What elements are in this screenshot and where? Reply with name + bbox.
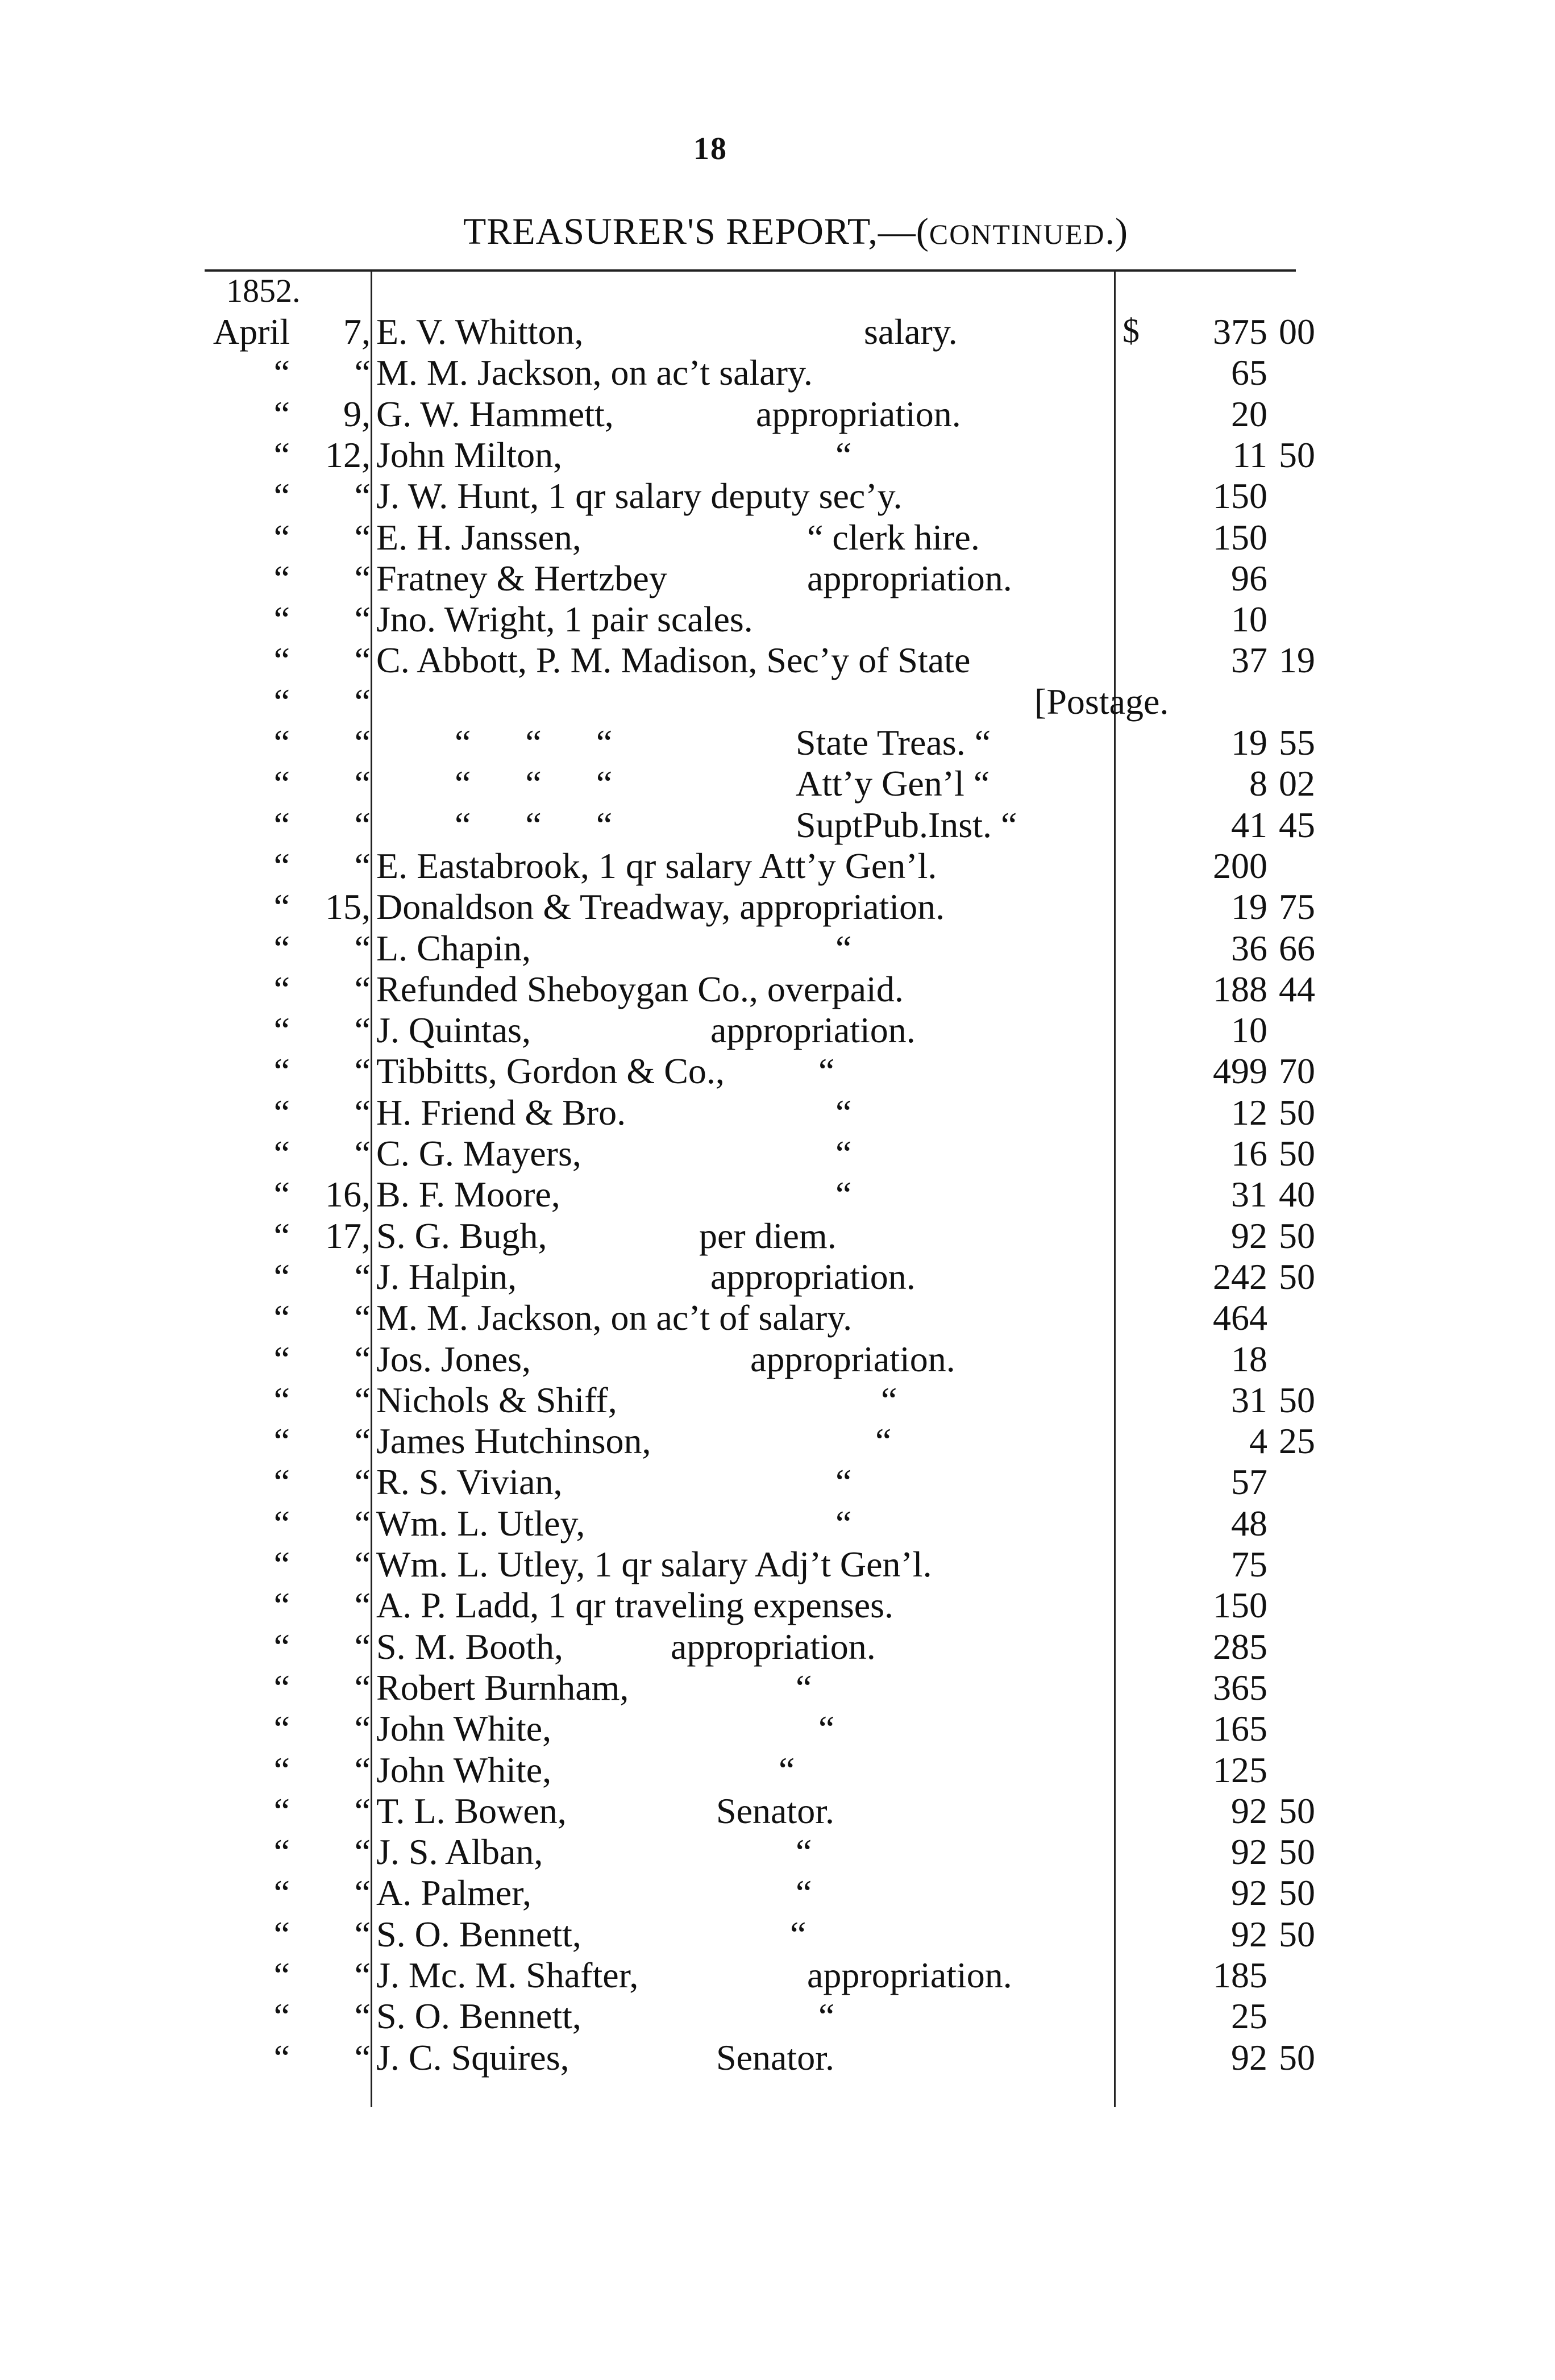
entry-payee: James Hutchinson, <box>376 1421 651 1462</box>
ledger-row <box>0 1667 1555 1708</box>
entry-dollars: 37 <box>1231 640 1267 681</box>
entry-day: “ <box>354 1379 371 1420</box>
entry-month: “ <box>273 1873 290 1913</box>
report-title-close: .) <box>1105 211 1128 252</box>
entry-dollars: 41 <box>1231 804 1267 845</box>
entry-purpose: salary. <box>864 311 958 352</box>
entry-payee: R. S. Vivian, <box>376 1462 563 1503</box>
entry-month: “ <box>273 887 290 927</box>
entry-month: “ <box>273 1996 290 2037</box>
entry-day: “ <box>354 1092 371 1133</box>
entry-payee: A. P. Ladd, 1 qr traveling expenses. <box>376 1585 894 1626</box>
entry-day: “ <box>354 517 371 557</box>
entry-cents: 66 <box>1279 927 1315 968</box>
entry-cents: 50 <box>1279 1133 1315 1174</box>
entry-month: “ <box>273 1297 290 1338</box>
ledger-row <box>0 887 1555 927</box>
entry-month: “ <box>273 1133 290 1174</box>
entry-payee: A. Palmer, <box>376 1873 531 1913</box>
entry-month: “ <box>273 845 290 886</box>
ledger-row <box>0 1339 1555 1380</box>
entry-dollars: 48 <box>1231 1503 1267 1543</box>
entry-cents: 70 <box>1279 1051 1315 1092</box>
entry-payee: G. W. Hammett, <box>376 393 614 434</box>
entry-day: “ <box>354 1462 371 1503</box>
entry-purpose: appropriation. <box>807 1955 1012 1995</box>
ledger-row <box>0 722 1555 763</box>
entry-day: 12, <box>325 434 371 475</box>
entry-dollars: 125 <box>1213 1749 1267 1790</box>
entry-day: 9, <box>343 393 371 434</box>
entry-payee: “ “ “ <box>455 763 613 804</box>
entry-purpose: “ <box>835 1462 852 1503</box>
ledger-row <box>0 1996 1555 2037</box>
ledger-row <box>0 846 1555 887</box>
ledger-row <box>0 1626 1555 1667</box>
entry-month: “ <box>273 927 290 968</box>
entry-day: “ <box>354 599 371 640</box>
entry-day: “ <box>354 763 371 804</box>
entry-month: “ <box>273 1010 290 1051</box>
entry-purpose: Senator. <box>716 1790 834 1831</box>
entry-payee: Nichols & Shiff, <box>376 1379 617 1420</box>
entry-cents: 50 <box>1279 1873 1315 1913</box>
entry-month: “ <box>273 1749 290 1790</box>
entry-payee: J. Mc. M. Shafter, <box>376 1955 639 1995</box>
entry-day: “ <box>354 1955 371 1995</box>
entry-cents: 00 <box>1279 311 1315 352</box>
entry-payee: Tibbitts, Gordon & Co., <box>376 1051 725 1092</box>
entry-month: “ <box>273 1092 290 1133</box>
entry-cents: 40 <box>1279 1174 1315 1215</box>
ledger-row <box>0 1174 1555 1215</box>
entry-payee: S. M. Booth, <box>376 1626 563 1667</box>
report-title-continued: CONTINUED <box>929 218 1105 250</box>
entry-payee: L. Chapin, <box>376 927 531 968</box>
entry-purpose: “ <box>835 1174 852 1215</box>
entry-cents: 50 <box>1279 1092 1315 1133</box>
ledger-row <box>0 517 1555 558</box>
entry-payee: Robert Burnham, <box>376 1667 629 1708</box>
entry-cents: 50 <box>1279 2037 1315 2078</box>
entry-payee: S. O. Bennett, <box>376 1913 581 1954</box>
entry-day: 16, <box>325 1174 371 1215</box>
entry-purpose: Senator. <box>716 2037 834 2078</box>
entry-payee: H. Friend & Bro. <box>376 1092 626 1133</box>
entry-purpose: “ <box>818 1051 835 1092</box>
entry-purpose: “ <box>835 1133 852 1174</box>
ledger-row <box>0 1051 1555 1092</box>
entry-month: “ <box>273 722 290 763</box>
entry-purpose: Att’y Gen’l “ <box>796 763 990 804</box>
entry-dollars: 92 <box>1231 1832 1267 1873</box>
entry-month: “ <box>273 1544 290 1584</box>
ledger-row <box>0 1010 1555 1051</box>
entry-payee: John Milton, <box>376 434 563 475</box>
entry-month: “ <box>273 1832 290 1873</box>
ledger-row <box>0 1832 1555 1873</box>
entry-day: “ <box>354 1667 371 1708</box>
entry-day: 7, <box>343 311 371 352</box>
entry-day: “ <box>354 1708 371 1749</box>
entry-day: “ <box>354 1338 371 1379</box>
entry-cents: 50 <box>1279 434 1315 475</box>
entry-payee: M. M. Jackson, on ac’t salary. <box>376 352 813 393</box>
entry-cents: 50 <box>1279 1215 1315 1256</box>
entry-cents: 55 <box>1279 722 1315 763</box>
entry-day: “ <box>354 476 371 517</box>
ledger-row <box>0 969 1555 1010</box>
entry-month: “ <box>273 517 290 557</box>
entry-purpose: appropriation. <box>710 1010 916 1051</box>
entry-month: “ <box>273 763 290 804</box>
entry-purpose: “ <box>835 1092 852 1133</box>
entry-purpose: “ <box>796 1873 812 1913</box>
entry-month: “ <box>273 1051 290 1092</box>
entry-day: “ <box>354 1421 371 1462</box>
entry-dollars: 375 <box>1213 311 1267 352</box>
entry-day: “ <box>354 557 371 598</box>
ledger-row <box>0 928 1555 969</box>
ledger-row <box>0 1503 1555 1544</box>
entry-month: “ <box>273 640 290 681</box>
entry-month: “ <box>273 1626 290 1667</box>
ledger-row <box>0 1873 1555 1913</box>
entry-dollars: 18 <box>1231 1338 1267 1379</box>
ledger-row <box>0 1216 1555 1256</box>
entry-day: “ <box>354 1051 371 1092</box>
entry-cents: 25 <box>1279 1421 1315 1462</box>
entry-day: “ <box>354 722 371 763</box>
ledger-row <box>0 1421 1555 1462</box>
entry-payee: C. G. Mayers, <box>376 1133 581 1174</box>
entry-dollars: 31 <box>1231 1379 1267 1420</box>
entry-dollars: 464 <box>1213 1297 1267 1338</box>
entry-dollars: 92 <box>1231 1790 1267 1831</box>
entry-day: “ <box>354 352 371 393</box>
entry-payee: J. Halpin, <box>376 1256 517 1297</box>
entry-day: “ <box>354 927 371 968</box>
entry-purpose: appropriation. <box>756 393 961 434</box>
entry-payee: S. O. Bennett, <box>376 1996 581 2037</box>
entry-dollars: 8 <box>1249 763 1267 804</box>
entry-month: “ <box>273 1462 290 1503</box>
entry-month: “ <box>273 599 290 640</box>
ledger-row <box>0 1955 1555 1996</box>
entry-payee: Jos. Jones, <box>376 1338 531 1379</box>
entry-dollars: 92 <box>1231 2037 1267 2078</box>
page-number: 18 <box>693 131 727 167</box>
entry-day: 17, <box>325 1215 371 1256</box>
entry-cents: 50 <box>1279 1256 1315 1297</box>
ledger-row <box>0 311 1555 352</box>
entry-day: “ <box>354 1749 371 1790</box>
entry-day: “ <box>354 2037 371 2078</box>
entry-payee: Jno. Wright, 1 pair scales. <box>376 599 753 640</box>
entry-dollars: 499 <box>1213 1051 1267 1092</box>
entry-purpose: appropriation. <box>807 557 1012 598</box>
entry-purpose: appropriation. <box>750 1338 955 1379</box>
ledger-row <box>0 763 1555 804</box>
entry-purpose: “ <box>835 927 852 968</box>
entry-day: “ <box>354 968 371 1009</box>
entry-cents: 50 <box>1279 1913 1315 1954</box>
entry-purpose: “ clerk hire. <box>807 517 980 557</box>
entry-payee: S. G. Bugh, <box>376 1215 547 1256</box>
entry-day: “ <box>354 1256 371 1297</box>
entry-month: “ <box>273 2037 290 2078</box>
entry-purpose: “ <box>835 1503 852 1543</box>
entry-payee: J. Quintas, <box>376 1010 531 1051</box>
ledger-row <box>0 599 1555 640</box>
ledger-row <box>0 1092 1555 1133</box>
entry-payee: J. C. Squires, <box>376 2037 569 2078</box>
ledger-row <box>0 2037 1555 2078</box>
ledger-row <box>0 476 1555 517</box>
entry-payee: “ “ “ <box>455 804 613 845</box>
entry-day: “ <box>354 1873 371 1913</box>
entry-month: “ <box>273 557 290 598</box>
ledger-row <box>0 352 1555 393</box>
entry-payee: M. M. Jackson, on ac’t of salary. <box>376 1297 853 1338</box>
ledger-row <box>0 558 1555 599</box>
ledger-row <box>0 1544 1555 1585</box>
entry-payee: Wm. L. Utley, <box>376 1503 585 1543</box>
entry-month: “ <box>273 968 290 1009</box>
entry-purpose: “ <box>790 1913 806 1954</box>
entry-day: “ <box>354 1913 371 1954</box>
entry-purpose: “ <box>796 1832 812 1873</box>
entry-dollars: 92 <box>1231 1913 1267 1954</box>
entry-purpose: [Postage. <box>1034 681 1169 722</box>
entry-payee: E. H. Janssen, <box>376 517 581 557</box>
entry-day: “ <box>354 1832 371 1873</box>
entry-payee: John White, <box>376 1749 552 1790</box>
entry-dollars: 92 <box>1231 1873 1267 1913</box>
ledger-row <box>0 805 1555 846</box>
entry-dollars: 96 <box>1231 557 1267 598</box>
entry-dollars: 165 <box>1213 1708 1267 1749</box>
entry-month: “ <box>273 393 290 434</box>
entry-day: “ <box>354 1503 371 1543</box>
entry-payee: E. V. Whitton, <box>376 311 584 352</box>
entry-month: “ <box>273 1708 290 1749</box>
entry-dollars: 65 <box>1231 352 1267 393</box>
entry-month: “ <box>273 1667 290 1708</box>
entry-dollars: 242 <box>1213 1256 1267 1297</box>
entry-day: “ <box>354 1133 371 1174</box>
entry-day: “ <box>354 1297 371 1338</box>
entry-cents: 75 <box>1279 887 1315 927</box>
entry-dollars: 20 <box>1231 393 1267 434</box>
ledger-row <box>0 1791 1555 1832</box>
entry-day: “ <box>354 1544 371 1584</box>
ledger-row <box>0 681 1555 722</box>
entry-payee: J. W. Hunt, 1 qr salary deputy sec’y. <box>376 476 903 517</box>
entry-purpose: “ <box>835 434 852 475</box>
entry-dollars: 31 <box>1231 1174 1267 1215</box>
entry-cents: 50 <box>1279 1790 1315 1831</box>
entry-dollars: 75 <box>1231 1544 1267 1584</box>
ledger-row <box>0 1133 1555 1174</box>
entry-cents: 50 <box>1279 1379 1315 1420</box>
entry-month: “ <box>273 1790 290 1831</box>
entry-purpose: State Treas. “ <box>796 722 991 763</box>
entry-month: “ <box>273 1955 290 1995</box>
entry-payee: J. S. Alban, <box>376 1832 543 1873</box>
entry-cents: 45 <box>1279 804 1315 845</box>
ledger-row <box>0 1708 1555 1749</box>
entry-month: “ <box>273 1585 290 1626</box>
entry-dollars: 19 <box>1231 887 1267 927</box>
entry-month: April <box>213 311 290 352</box>
entry-month: “ <box>273 1338 290 1379</box>
entry-month: “ <box>273 681 290 722</box>
entry-month: “ <box>273 1174 290 1215</box>
entry-day: “ <box>354 1996 371 2037</box>
dollar-sign: $ <box>1122 312 1140 349</box>
entry-dollars: 285 <box>1213 1626 1267 1667</box>
entry-month: “ <box>273 1503 290 1543</box>
ledger-row <box>0 1750 1555 1791</box>
entry-payee: C. Abbott, P. M. Madison, Sec’y of State <box>376 640 971 681</box>
entry-purpose: “ <box>779 1749 795 1790</box>
entry-dollars: 4 <box>1249 1421 1267 1462</box>
entry-dollars: 185 <box>1213 1955 1267 1995</box>
entry-payee: Fratney & Hertzbey <box>376 557 667 598</box>
entry-purpose: appropriation. <box>671 1626 876 1667</box>
entry-payee: John White, <box>376 1708 552 1749</box>
entry-payee: E. Eastabrook, 1 qr salary Att’y Gen’l. <box>376 845 937 886</box>
entry-month: “ <box>273 352 290 393</box>
ledger-row <box>0 1585 1555 1626</box>
entry-purpose: “ <box>818 1996 835 2037</box>
entry-dollars: 200 <box>1213 845 1267 886</box>
entry-day: “ <box>354 1585 371 1626</box>
ledger-row <box>0 1914 1555 1955</box>
entry-cents: 19 <box>1279 640 1315 681</box>
entry-month: “ <box>273 476 290 517</box>
entry-dollars: 19 <box>1231 722 1267 763</box>
entry-day: “ <box>354 1790 371 1831</box>
entry-dollars: 10 <box>1231 1010 1267 1051</box>
entry-month: “ <box>273 1913 290 1954</box>
ledger-row <box>0 1462 1555 1503</box>
entry-day: “ <box>354 1626 371 1667</box>
entry-day: “ <box>354 804 371 845</box>
entry-day: “ <box>354 845 371 886</box>
entry-payee: “ “ “ <box>455 722 613 763</box>
ledger-row <box>0 394 1555 435</box>
entry-payee: B. F. Moore, <box>376 1174 560 1215</box>
entry-payee: Refunded Sheboygan Co., overpaid. <box>376 968 904 1009</box>
entry-dollars: 188 <box>1213 968 1267 1009</box>
entry-month: “ <box>273 1379 290 1420</box>
entry-payee: T. L. Bowen, <box>376 1790 567 1831</box>
entry-purpose: “ <box>818 1708 835 1749</box>
ledger-row <box>0 640 1555 681</box>
entry-payee: Wm. L. Utley, 1 qr salary Adj’t Gen’l. <box>376 1544 932 1584</box>
ledger-row <box>0 435 1555 476</box>
entry-month: “ <box>273 434 290 475</box>
report-title-main: TREASURER'S REPORT,—( <box>463 211 929 252</box>
entry-purpose: “ <box>881 1379 897 1420</box>
ledger-row <box>0 1297 1555 1338</box>
entry-cents: 50 <box>1279 1832 1315 1873</box>
entry-dollars: 150 <box>1213 517 1267 557</box>
entry-dollars: 16 <box>1231 1133 1267 1174</box>
entry-dollars: 57 <box>1231 1462 1267 1503</box>
entry-month: “ <box>273 1256 290 1297</box>
entry-day: “ <box>354 681 371 722</box>
entry-purpose: appropriation. <box>710 1256 916 1297</box>
entry-payee: Donaldson & Treadway, appropriation. <box>376 887 945 927</box>
entry-dollars: 150 <box>1213 476 1267 517</box>
entry-dollars: 36 <box>1231 927 1267 968</box>
entry-dollars: 365 <box>1213 1667 1267 1708</box>
entry-dollars: 10 <box>1231 599 1267 640</box>
entry-month: “ <box>273 804 290 845</box>
entry-dollars: 92 <box>1231 1215 1267 1256</box>
entry-purpose: per diem. <box>699 1215 837 1256</box>
ledger-row <box>0 1380 1555 1421</box>
entry-purpose: SuptPub.Inst. “ <box>796 804 1017 845</box>
entry-day: “ <box>354 1010 371 1051</box>
entry-day: “ <box>354 640 371 681</box>
entry-cents: 44 <box>1279 968 1315 1009</box>
entry-month: “ <box>273 1421 290 1462</box>
entry-purpose: “ <box>875 1421 892 1462</box>
entry-dollars: 25 <box>1231 1996 1267 2037</box>
entry-month: “ <box>273 1215 290 1256</box>
entry-day: 15, <box>325 887 371 927</box>
year-heading: 1852. <box>226 272 301 309</box>
entry-dollars: 12 <box>1231 1092 1267 1133</box>
entry-cents: 02 <box>1279 763 1315 804</box>
entry-purpose: “ <box>796 1667 812 1708</box>
entry-dollars: 11 <box>1232 434 1267 475</box>
ledger-row <box>0 1256 1555 1297</box>
entry-dollars: 150 <box>1213 1585 1267 1626</box>
